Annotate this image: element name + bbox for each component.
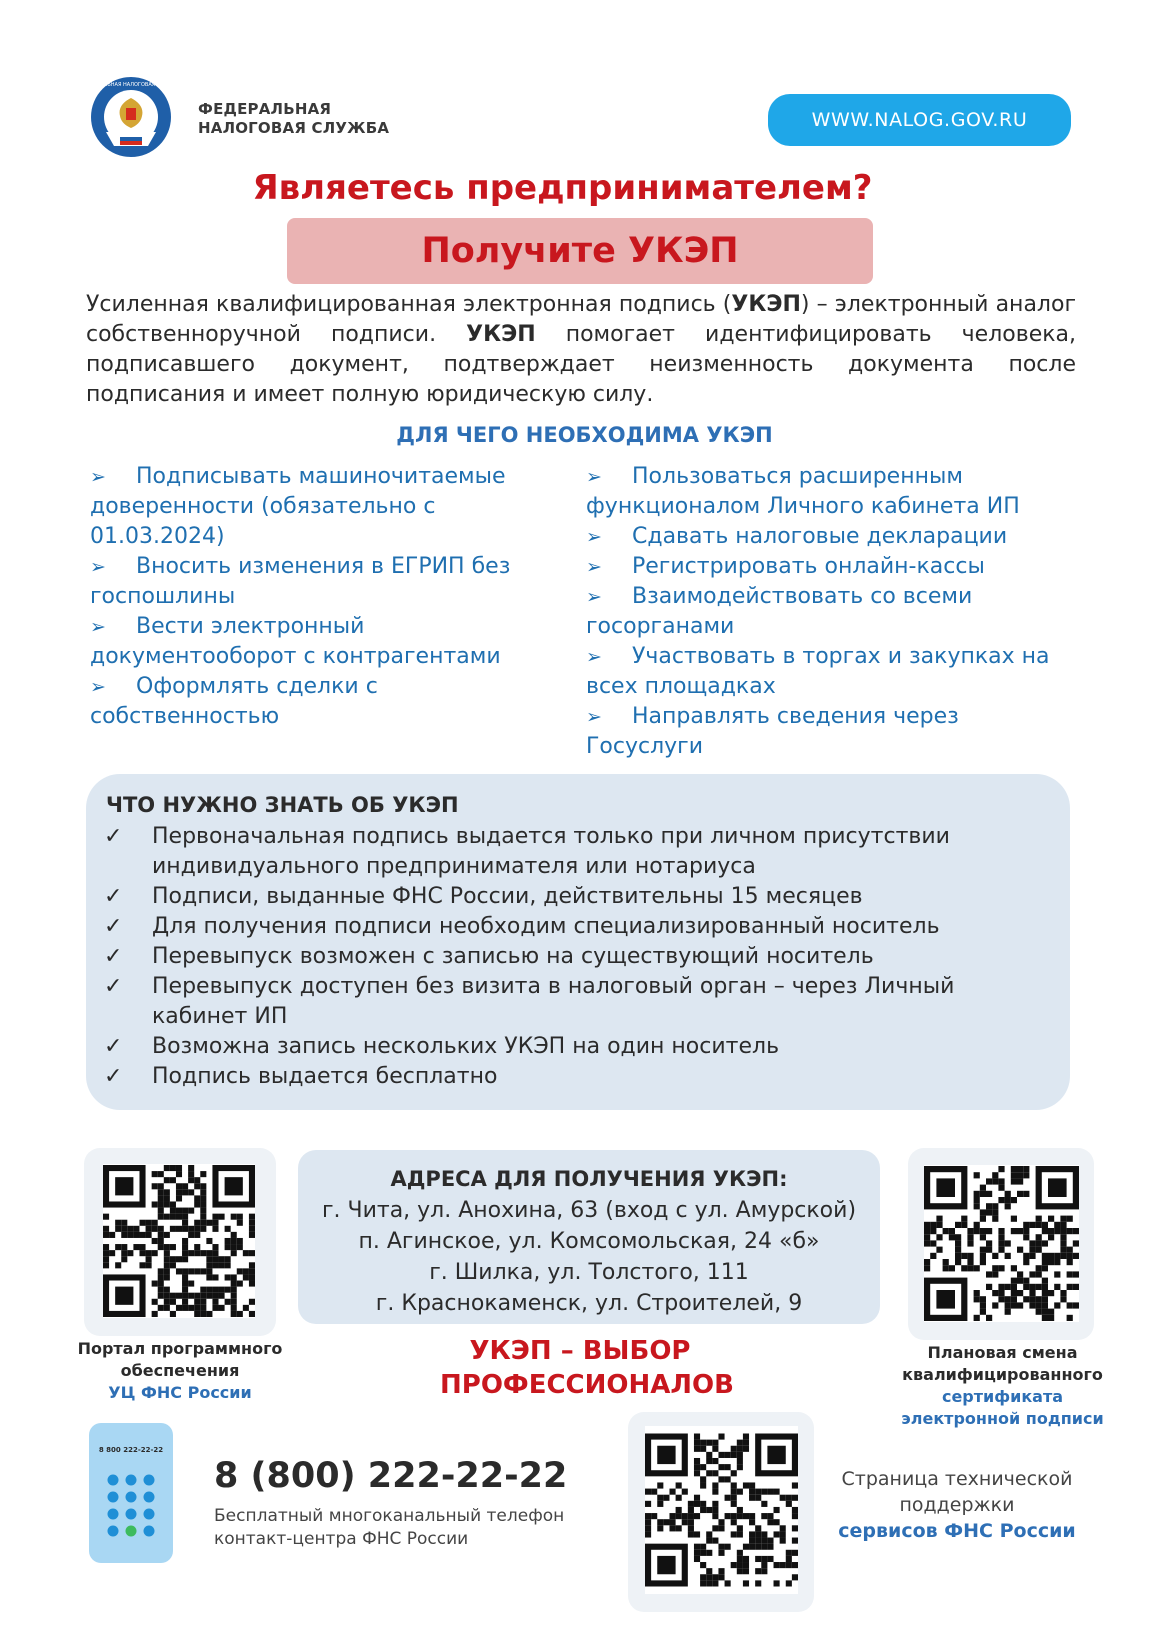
arrow-icon: ➢ bbox=[586, 556, 602, 578]
list-item: ➢ Вести электронный документооборот с контрагентами bbox=[90, 614, 501, 669]
list-item: ➢ Участвовать в торгах и закупках на всех площадках bbox=[586, 644, 1050, 699]
qr-code-support[interactable] bbox=[645, 1426, 798, 1594]
addresses-box bbox=[298, 1150, 880, 1324]
slogan: УКЭП – ВЫБОР ПРОФЕССИОНАЛОВ bbox=[440, 1336, 734, 1400]
fns-logo bbox=[82, 76, 180, 158]
uses-list-left bbox=[90, 462, 550, 732]
phone-description: Бесплатный многоканальный телефон контакт-центра ФНС России bbox=[214, 1506, 565, 1549]
list-item: ➢ Оформлять сделки с собственностью bbox=[90, 674, 378, 729]
address-line: г. Шилка, ул. Толстого, 111 bbox=[429, 1260, 749, 1285]
intro-paragraph: Усиленная квалифицированная электронная подпись (УКЭП) – электронный аналог собственноручной подписи. УКЭП помогает идентифицировать человека, подписавшего документ, подтверждает неизменность документа после подписания и имеет полную юридическую силу. bbox=[86, 292, 1077, 407]
check-icon: ✓ bbox=[104, 824, 123, 849]
check-icon: ✓ bbox=[104, 1034, 123, 1059]
check-icon: ✓ bbox=[104, 944, 123, 969]
arrow-icon: ➢ bbox=[90, 466, 106, 488]
arrow-icon: ➢ bbox=[586, 646, 602, 668]
phone-icon bbox=[88, 1422, 174, 1564]
arrow-icon: ➢ bbox=[586, 586, 602, 608]
qr-caption-certificate: Плановая смена квалифицированного сертификата электронной подписи bbox=[901, 1343, 1104, 1428]
check-icon: ✓ bbox=[104, 884, 123, 909]
arrow-icon: ➢ bbox=[90, 676, 106, 698]
list-item: ➢ Регистрировать онлайн-кассы bbox=[586, 552, 1056, 582]
website-link[interactable]: WWW.NALOG.GOV.RU bbox=[768, 94, 1071, 146]
arrow-icon: ➢ bbox=[586, 526, 602, 548]
phone-number[interactable]: 8 (800) 222-22-22 bbox=[214, 1456, 568, 1496]
address-line: п. Агинское, ул. Комсомольская, 24 «б» bbox=[358, 1229, 820, 1254]
svg-text:ФЕДЕРАЛЬНАЯ НАЛОГОВАЯ СЛУЖБА: ФЕДЕРАЛЬНАЯ НАЛОГОВАЯ СЛУЖБА bbox=[82, 82, 180, 88]
qr-code-software-portal[interactable] bbox=[103, 1164, 255, 1318]
list-item: ➢ Взаимодействовать со всеми госорганами bbox=[586, 584, 973, 639]
organization-name: ФЕДЕРАЛЬНАЯ НАЛОГОВАЯ СЛУЖБА bbox=[198, 100, 390, 137]
list-item: ➢ Направлять сведения через Госуслуги bbox=[586, 704, 959, 759]
qr-caption-software-portal: Портал программного обеспечения УЦ ФНС России bbox=[77, 1339, 283, 1402]
list-item: ➢ Подписывать машиночитаемые доверенности (обязательно с 01.03.2024) bbox=[90, 464, 506, 549]
check-icon: ✓ bbox=[104, 1064, 123, 1089]
list-item: ➢ Вносить изменения в ЕГРИП без госпошлины bbox=[90, 554, 511, 609]
uses-list-right bbox=[586, 462, 1056, 762]
know-list bbox=[104, 822, 1024, 1092]
list-item: ✓ Возможна запись нескольких УКЭП на один носитель bbox=[104, 1032, 1024, 1062]
address-line: г. Краснокаменск, ул. Строителей, 9 bbox=[375, 1291, 803, 1316]
list-item: ➢ Пользоваться расширенным функционалом Личного кабинета ИП bbox=[586, 464, 1020, 519]
list-item: ✓ Подписи, выданные ФНС России, действительны 15 месяцев bbox=[104, 882, 1024, 912]
addresses-title: АДРЕСА ДЛЯ ПОЛУЧЕНИЯ УКЭП: bbox=[390, 1167, 788, 1191]
support-caption: Страница технической поддержки сервисов ФНС России bbox=[838, 1468, 1076, 1542]
list-item: ➢ Сдавать налоговые декларации bbox=[586, 522, 1056, 552]
check-icon: ✓ bbox=[104, 914, 123, 939]
uses-heading: ДЛЯ ЧЕГО НЕОБХОДИМА УКЭП bbox=[396, 423, 773, 447]
check-icon: ✓ bbox=[104, 974, 123, 999]
list-item: ✓ Перевыпуск доступен без визита в налоговый орган – через Личный кабинет ИП bbox=[104, 972, 1024, 1032]
arrow-icon: ➢ bbox=[90, 556, 106, 578]
address-line: г. Чита, ул. Анохина, 63 (вход с ул. Амурской) bbox=[321, 1198, 857, 1223]
headline: Являетесь предпринимателем? bbox=[252, 168, 873, 208]
qr-code-certificate[interactable] bbox=[924, 1165, 1079, 1322]
arrow-icon: ➢ bbox=[586, 466, 602, 488]
list-item: ✓ Для получения подписи необходим специализированный носитель bbox=[104, 912, 1024, 942]
get-ukep-banner: Получите УКЭП bbox=[287, 218, 873, 284]
list-item: ✓ Первоначальная подпись выдается только при личном присутствии индивидуального предпринимателя или нотариуса bbox=[104, 822, 1024, 882]
arrow-icon: ➢ bbox=[90, 616, 106, 638]
arrow-icon: ➢ bbox=[586, 706, 602, 728]
know-title: ЧТО НУЖНО ЗНАТЬ ОБ УКЭП bbox=[106, 793, 459, 817]
svg-text:8 800 222-22-22: 8 800 222-22-22 bbox=[98, 1446, 164, 1454]
list-item: ✓ Перевыпуск возможен с записью на существующий носитель bbox=[104, 942, 1024, 972]
list-item: ✓ Подпись выдается бесплатно bbox=[104, 1062, 1024, 1092]
